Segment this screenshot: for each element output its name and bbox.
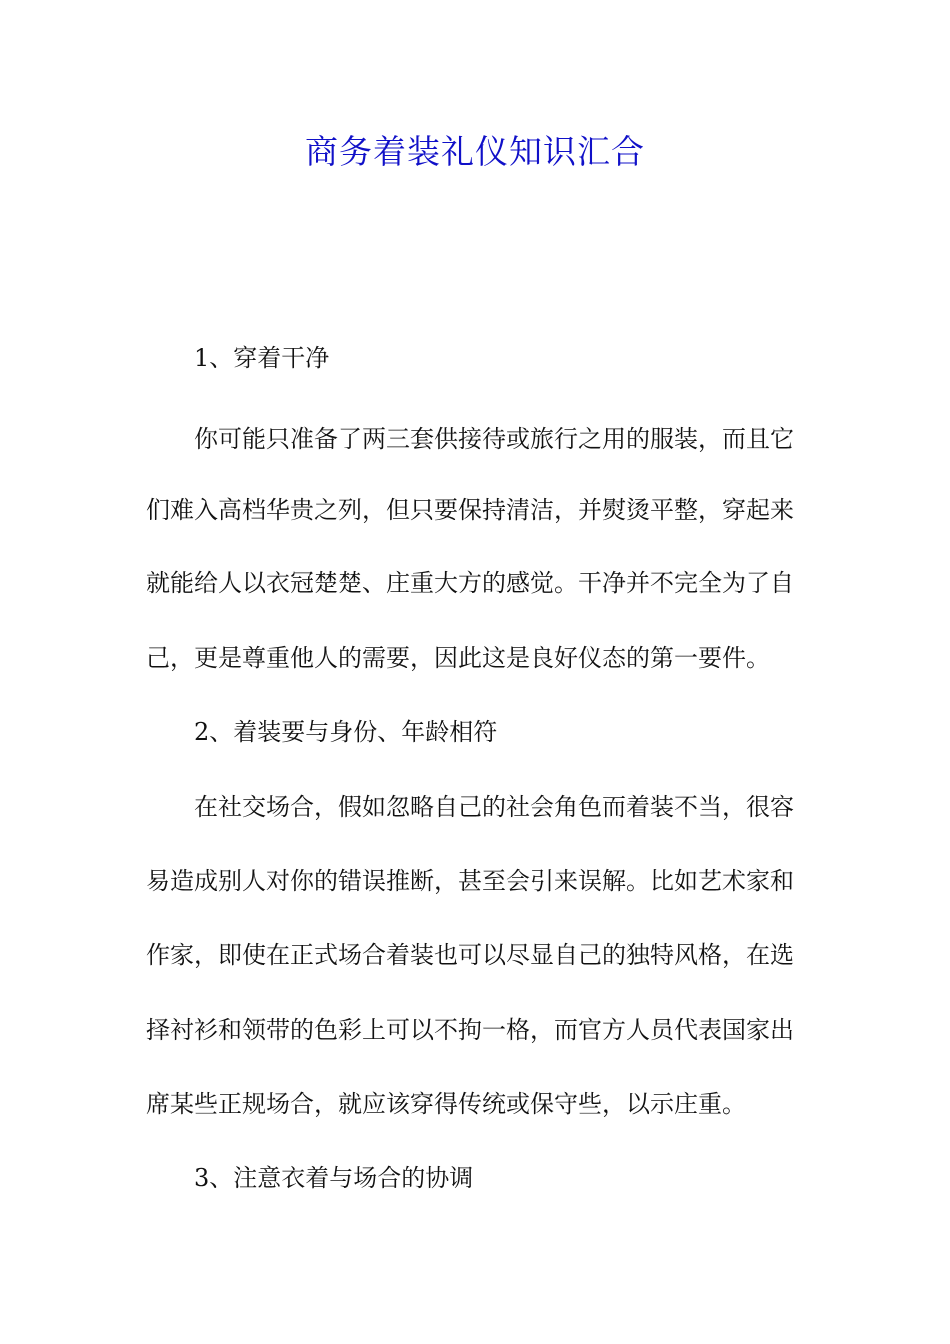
paragraph-line: 己，更是尊重他人的需要，因此这是良好仪态的第一要件。	[146, 644, 770, 672]
paragraph-line: 就能给人以衣冠楚楚、庄重大方的感觉。干净并不完全为了自	[146, 569, 794, 597]
paragraph-line: 席某些正规场合，就应该穿得传统或保守些，以示庄重。	[146, 1090, 746, 1118]
section-heading-2: 2、着装要与身份、年龄相符	[194, 718, 498, 746]
paragraph-line: 择衬衫和领带的色彩上可以不拘一格，而官方人员代表国家出	[146, 1016, 794, 1044]
section-heading-3: 3、注意衣着与场合的协调	[194, 1164, 474, 1192]
page-title: 商务着装礼仪知识汇合	[305, 132, 645, 171]
paragraph-line: 在社交场合，假如忽略自己的社会角色而着装不当，很容	[194, 793, 794, 821]
paragraph-line: 你可能只准备了两三套供接待或旅行之用的服装，而且它	[194, 425, 794, 453]
paragraph-line: 们难入高档华贵之列，但只要保持清洁，并熨烫平整，穿起来	[146, 496, 794, 524]
section-heading-1: 1、穿着干净	[194, 344, 330, 372]
paragraph-line: 作家，即使在正式场合着装也可以尽显自己的独特风格，在选	[146, 941, 794, 969]
paragraph-line: 易造成别人对你的错误推断，甚至会引来误解。比如艺术家和	[146, 867, 794, 895]
